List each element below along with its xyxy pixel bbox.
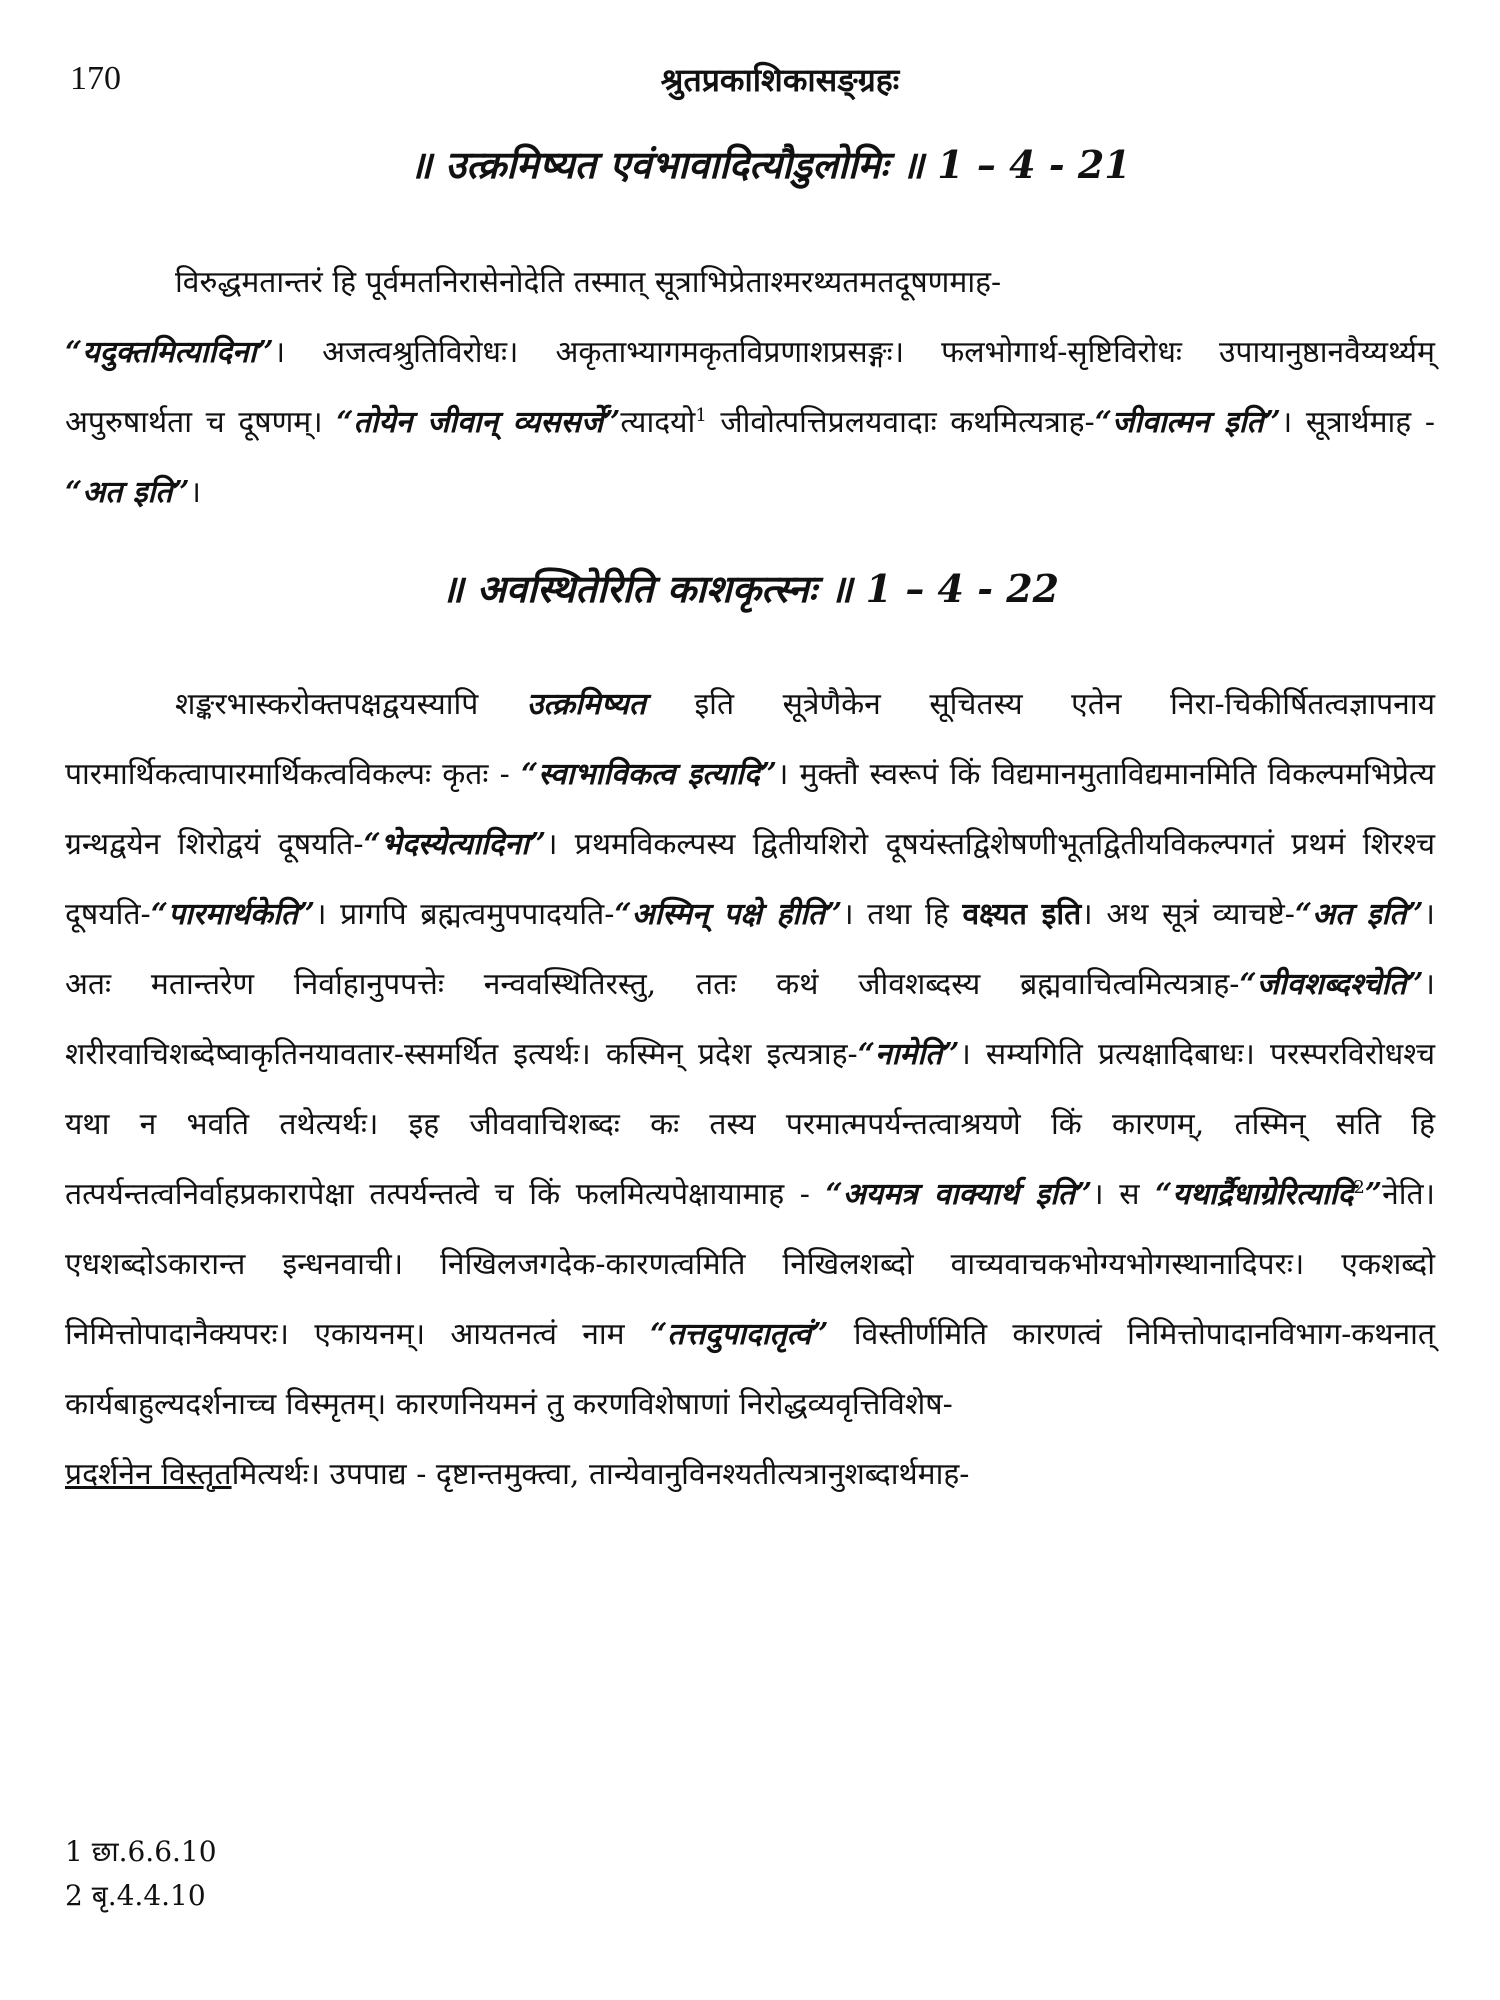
text-run: । सूत्रार्थमाह - bbox=[1280, 405, 1435, 440]
text-run: । प्रागपि ब्रह्मत्वमुपपादयति- bbox=[315, 897, 615, 932]
text-run: नेति। एधशब्दोऽकारान्त इन्धनवाची। निखिलजगदेक-कारणत्वमिति निखिलशब्दो वाच्यवाचकभोग्यभोगस्थानादिपरः। एकशब्दो निमित्तोपादानैक्यपरः। एकायनम्। आयतनत्वं नाम bbox=[65, 1177, 1435, 1352]
quoted-pratika: उत्क्रमिष्यत bbox=[526, 687, 646, 722]
text-run: । तथा हि bbox=[842, 897, 963, 932]
quoted-pratika-close: ” bbox=[1364, 1177, 1383, 1212]
footnotes bbox=[65, 1830, 217, 1918]
quoted-pratika: “जीवात्मन इति” bbox=[1094, 405, 1281, 440]
text-run: । अथ सूत्रं व्याचष्टे- bbox=[1081, 897, 1295, 932]
sutra-heading-21: ॥ उत्क्रमिष्यत एवंभावादित्यौडुलोमिः ॥ 1 – 4 - 21 bbox=[409, 142, 1131, 187]
quoted-pratika: “स्वाभाविकत्व इत्यादि” bbox=[520, 757, 778, 792]
underlined-text: प्रदर्शनेन विस्तृत bbox=[65, 1457, 232, 1492]
quoted-pratika: “तोयेन जीवान् व्यससर्जे” bbox=[336, 405, 621, 440]
text-run: । अजत्वश्रुतिविरोधः। अकृताभ्यागमकृतविप्रणाशप्रसङ्गः। फलभोगार्थ-सृष्टिविरोधः उपायानुष्ठानवैय्यर्थ्यम् अपुरुषार्थता च दूषणम्। bbox=[65, 335, 1435, 440]
quoted-pratika: “अस्मिन् पक्षे हीति” bbox=[614, 897, 843, 932]
footnote-marker: 2 bbox=[1353, 1177, 1365, 1198]
sutra-heading-22: ॥ अवस्थितेरिति काशकृत्स्नः ॥ 1 – 4 - 22 bbox=[440, 566, 1060, 611]
quoted-pratika: “नामेति” bbox=[857, 1037, 960, 1072]
quoted-pratika: “यदुक्तमित्यादिना” bbox=[65, 335, 274, 370]
text-run: जीवोत्पत्तिप्रलयवादाः कथमित्यत्राह- bbox=[706, 405, 1095, 440]
text-run: । अतः मतान्तरेण निर्वाहानुपपत्तेः नन्ववस्थितिरस्तु, ततः कथं जीवशब्दस्य ब्रह्मवाचित्वमित्यत्राह- bbox=[65, 897, 1435, 1002]
bold-reference: वक्ष्यत इति bbox=[962, 897, 1082, 932]
quoted-pratika: “यथार्द्रैधाग्रेरित्यादि bbox=[1155, 1177, 1354, 1212]
quoted-pratika: “भेदस्येत्यादिना” bbox=[363, 827, 547, 862]
quoted-pratika: “अयमत्र वाक्यार्थ इति” bbox=[825, 1177, 1093, 1212]
quoted-pratika: “अत इति” bbox=[1294, 897, 1424, 932]
running-title: श्रुतप्रकाशिकासङ्ग्रहः bbox=[660, 61, 900, 99]
quoted-pratika: “जीवशब्दश्चेति” bbox=[1239, 967, 1424, 1002]
text-run: इति सूत्रेणैकेन सूचितस्य एतेन निरा-चिकीर्षितत्वज्ञापनाय पारमार्थिकत्वापारमार्थिकत्वविकल्पः कृतः - bbox=[65, 687, 1435, 792]
text-run: । प्रथमविकल्पस्य द्वितीयशिरो दूषयंस्तद्विशेषणीभूतद्वितीयविकल्पगतं प्रथमं शिरश्च दूषयति- bbox=[65, 827, 1435, 932]
footnote-1: 1 छा.6.6.10 bbox=[65, 1835, 217, 1868]
text-run: शङ्करभास्करोक्तपक्षद्वयस्यापि bbox=[175, 687, 527, 722]
text-run: । शरीरवाचिशब्देष्वाकृतिनयावतार-स्समर्थित इत्यर्थः। कस्मिन् प्रदेश इत्यत्राह- bbox=[65, 967, 1435, 1072]
quoted-pratika: “अत इति” bbox=[65, 475, 190, 510]
footnote-marker: 1 bbox=[695, 405, 707, 426]
text-run: । मुक्तौ स्वरूपं किं विद्यमानमुताविद्यमानमिति विकल्पमभिप्रेत्य ग्रन्थद्वयेन शिरोद्वयं दूषयति- bbox=[65, 757, 1435, 862]
text-run: । bbox=[189, 475, 201, 510]
commentary-paragraph-22 bbox=[65, 670, 1435, 1510]
text-run: । सम्यगिति प्रत्यक्षादिबाधः। परस्परविरोधश्च यथा न भवति तथेत्यर्थः। इह जीववाचिशब्दः कः तस्य परमात्मपर्यन्तत्वाश्रयणे किं कारणम्, तस्मिन् सति हि तत्पर्यन्तत्वनिर्वाहप्रकारापेक्षा तत्पर्यन्तत्वे च किं फलमित्यपेक्षायामाह - bbox=[65, 1037, 1435, 1212]
quoted-pratika: “तत्तदुपादातृत्वं” bbox=[649, 1317, 829, 1352]
text-run: विरुद्धमतान्तरं हि पूर्वमतनिरासेनोदेति तस्मात् सूत्राभिप्रेताश्मरथ्यतमतदूषणमाह- bbox=[175, 265, 1002, 300]
quoted-pratika: “पारमार्थकेति” bbox=[150, 897, 316, 932]
text-run: विस्तीर्णमिति कारणत्वं निमित्तोपादानविभाग-कथनात् कार्यबाहुल्यदर्शनाच्च विस्मृतम्। कारणनियमनं तु करणविशेषाणां निरोद्धव्यवृत्तिविशेष- bbox=[65, 1317, 1436, 1422]
footnote-2: 2 बृ.4.4.10 bbox=[65, 1879, 206, 1912]
text-run: । स bbox=[1092, 1177, 1156, 1212]
text-run: मित्यर्थः। उपपाद्य - दृष्टान्तमुक्त्वा, तान्येवानुविनश्यतीत्यत्रानुशब्दार्थमाह- bbox=[231, 1457, 970, 1492]
commentary-paragraph-21 bbox=[65, 248, 1435, 528]
page-number: 170 bbox=[70, 60, 121, 97]
text-run: त्यादयो bbox=[620, 405, 696, 440]
